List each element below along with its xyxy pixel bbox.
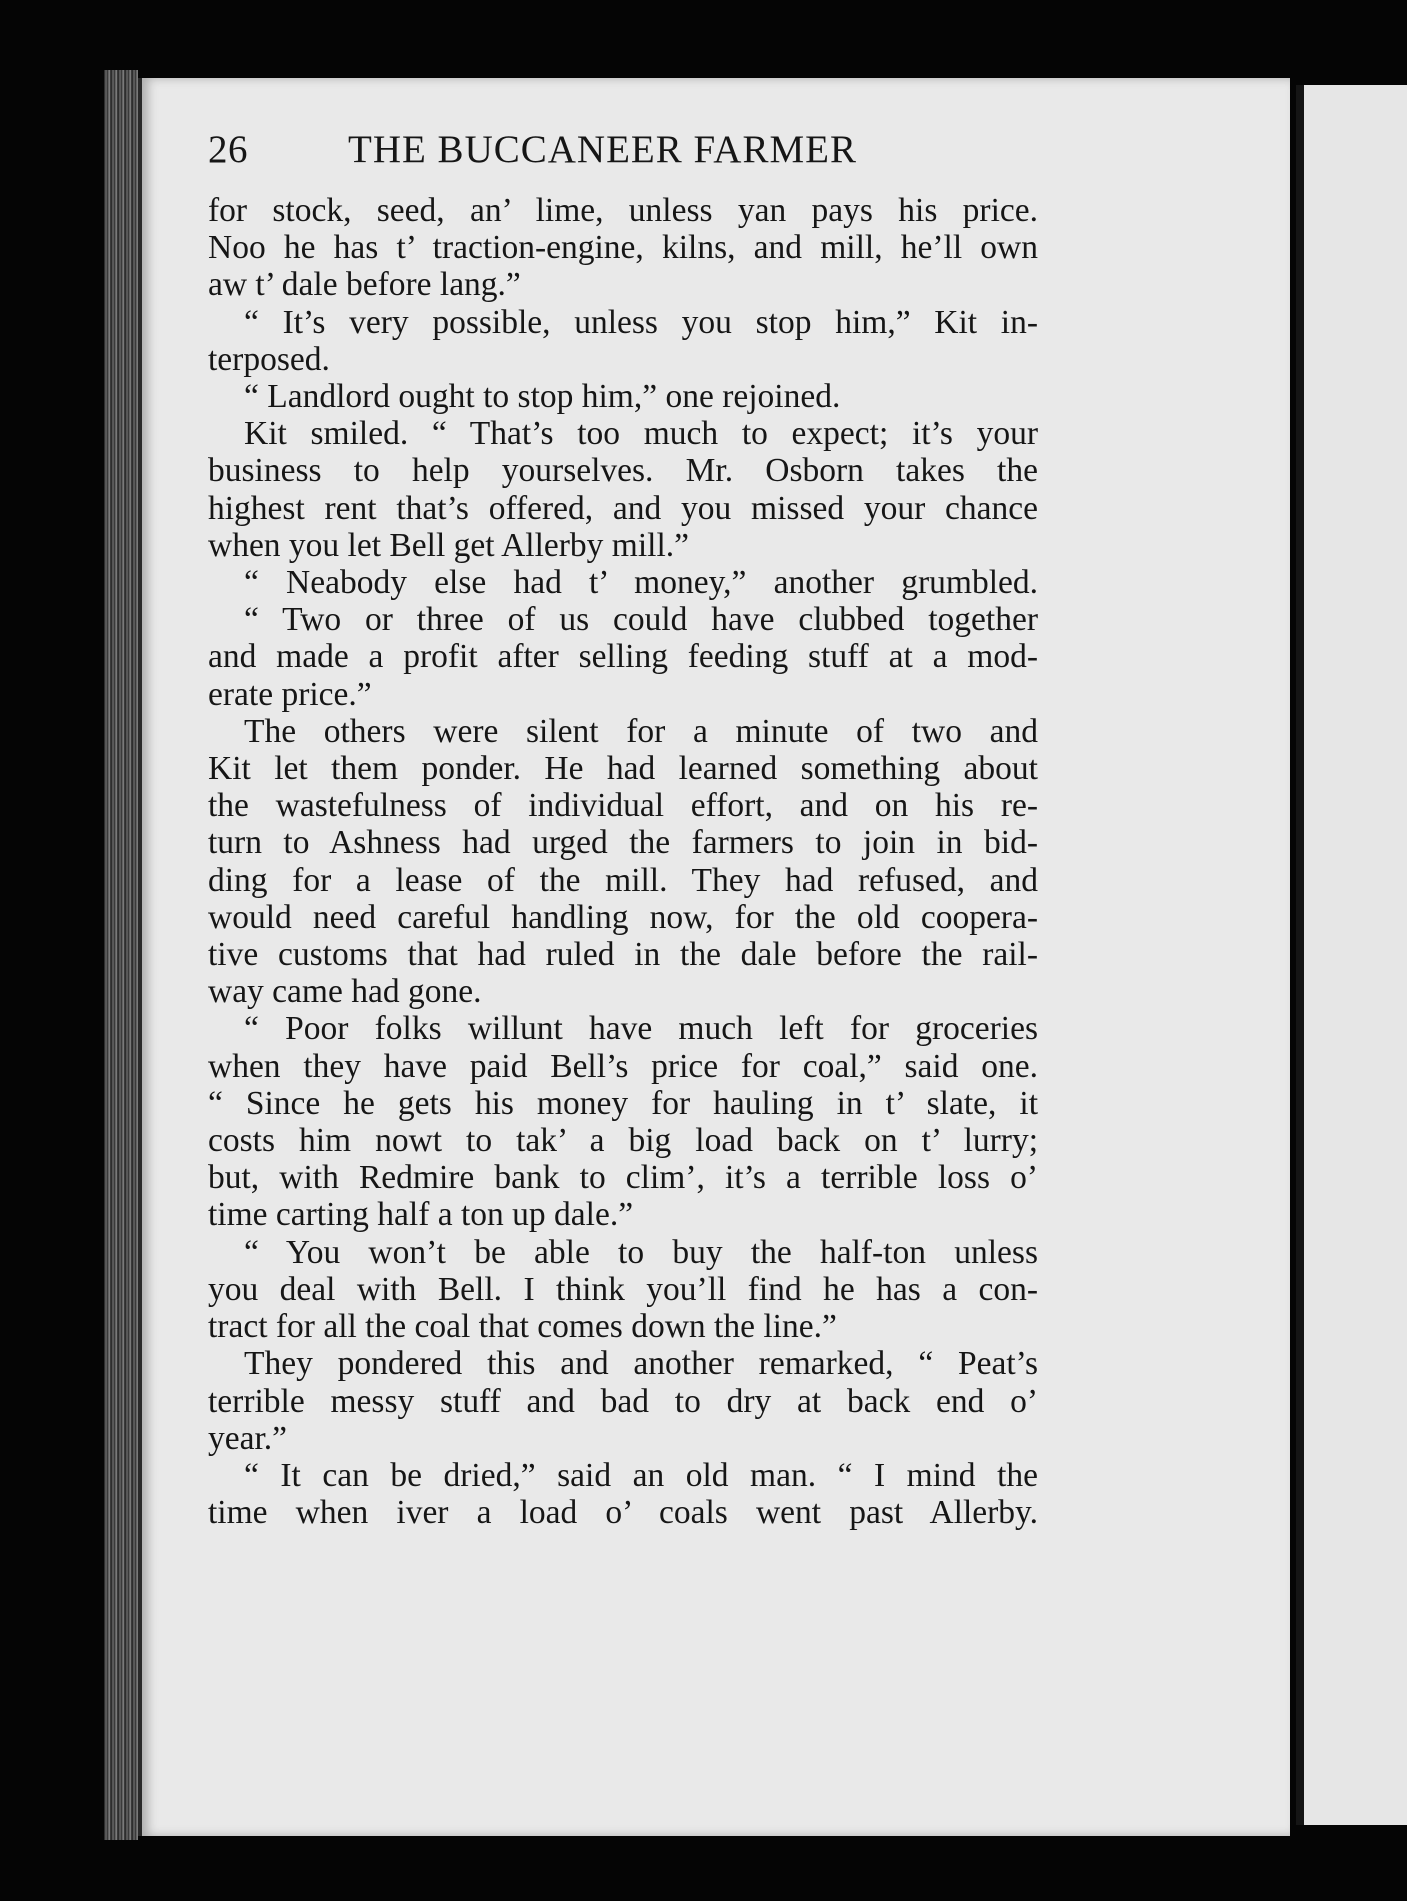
text-line: when you let Bell get Allerby mill.”	[208, 526, 690, 564]
text-line: turn to Ashness had urged the farmers to join in bid-	[208, 824, 1038, 862]
text-line: when they have paid Bell’s price for coal,” said one.	[208, 1047, 1038, 1085]
text-line: time when iver a load o’ coals went past Allerby.	[208, 1494, 1038, 1532]
text-line: “ Neabody else had t’ money,” another grumbled.	[244, 564, 1038, 602]
text-line: time carting half a ton up dale.”	[208, 1196, 634, 1234]
text-line: business to help yourselves. Mr. Osborn takes the	[208, 452, 1038, 490]
text-line: highest rent that’s offered, and you missed your chance	[208, 489, 1038, 527]
page-number: 26	[208, 128, 248, 171]
text-line: aw t’ dale before lang.”	[208, 266, 521, 304]
text-line: way came had gone.	[208, 973, 482, 1011]
text-line: “ Two or three of us could have clubbed together	[244, 601, 1038, 639]
body-text	[208, 192, 1038, 1531]
text-line: “ It’s very possible, unless you stop him,” Kit in-	[244, 303, 1038, 341]
text-line: costs him nowt to tak’ a big load back on t’ lurry;	[208, 1122, 1038, 1160]
text-line: “ Poor folks willunt have much left for groceries	[244, 1010, 1038, 1048]
text-line: would need careful handling now, for the old coopera-	[208, 898, 1038, 936]
text-line: but, with Redmire bank to clim’, it’s a terrible loss o’	[208, 1159, 1038, 1197]
text-line: “ It can be dried,” said an old man. “ I mind the	[244, 1456, 1038, 1494]
text-line: tract for all the coal that comes down the line.”	[208, 1308, 837, 1346]
page-content	[208, 122, 1038, 1531]
text-line: you deal with Bell. I think you’ll find he has a con-	[208, 1270, 1038, 1308]
text-line: the wastefulness of individual effort, and on his re-	[208, 787, 1038, 825]
facing-page-edge	[1296, 85, 1407, 1825]
text-line: Kit let them ponder. He had learned something about	[208, 750, 1038, 788]
text-line: tive customs that had ruled in the dale before the rail-	[208, 936, 1038, 974]
text-line: terposed.	[208, 340, 330, 378]
text-line: and made a profit after selling feeding stuff at a mod-	[208, 638, 1038, 676]
text-line: year.”	[208, 1419, 288, 1457]
text-line: terrible messy stuff and bad to dry at back end o’	[208, 1382, 1038, 1420]
text-line: Kit smiled. “ That’s too much to expect; it’s your	[244, 415, 1038, 453]
text-line: ding for a lease of the mill. They had refused, and	[208, 861, 1038, 899]
running-head	[208, 122, 1038, 178]
page-edges	[104, 70, 138, 1840]
running-title: THE BUCCANEER FARMER	[348, 128, 857, 171]
text-line: They pondered this and another remarked, “ Peat’s	[244, 1345, 1038, 1383]
text-line: erate price.”	[208, 675, 372, 713]
text-line: The others were silent for a minute of two and	[244, 712, 1038, 750]
text-line: for stock, seed, an’ lime, unless yan pays his price.	[208, 192, 1038, 229]
text-line: Noo he has t’ traction-engine, kilns, and mill, he’ll own	[208, 229, 1038, 267]
text-line: “ Landlord ought to stop him,” one rejoined.	[244, 378, 841, 416]
text-line: “ Since he gets his money for hauling in t’ slate, it	[208, 1084, 1038, 1122]
text-line: “ You won’t be able to buy the half-ton unless	[244, 1233, 1038, 1271]
